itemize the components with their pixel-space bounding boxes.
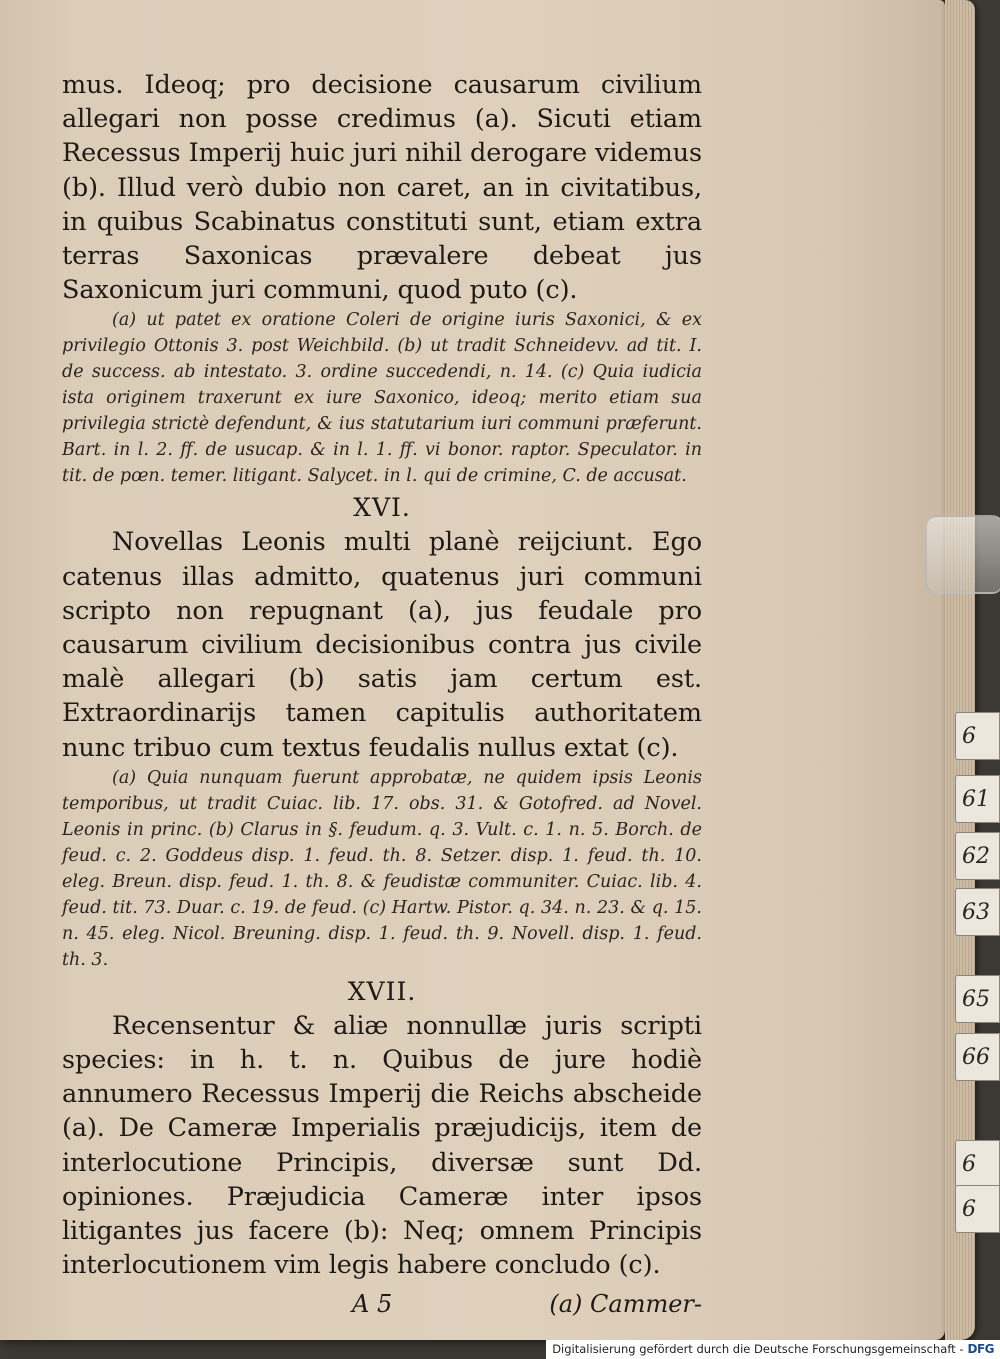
- edge-tab: 6: [955, 712, 1000, 760]
- digitization-credit: [546, 1340, 1000, 1359]
- credit-text: Digitalisierung gefördert durch die Deutsche Forschungsgemeinschaft -: [552, 1342, 964, 1356]
- paragraph-continued: mus. Ideoq; pro decisione causarum civilium allegari non posse credimus (a). Sicuti etiam Recessus Imperij huic juri nihil derogare videmus (b). Illud verò dubio non caret, an in civitatibus, in quibus Scabinatus constituti sunt, etiam extra terras Saxonicas prævalere debeat jus Saxonicum juri communi, quod puto (c).: [62, 70, 702, 306]
- section-heading-xvi: XVI.: [353, 493, 411, 523]
- footnotes-section-xv: (a) ut patet ex oratione Coleri de origine iuris Saxonici, & ex privilegio Ottonis 3. post Weichbild. (b) ut tradit Schneidevv. ad tit. I. de success. ab intestato. 3. ordine succedendi, n. 14. (c) Quia iudicia ista originem traxerunt ex iure Saxonico, ideoq; merito etiam sua privilegia strictè defendunt, & ius statutarium iuri communi præferunt. Bart. in l. 2. ff. de usucap. & in l. 1. ff. vi bonor. raptor. Speculator. in tit. de pœn. temer. litigant. Salycet. in l. qui de crimine, C. de accusat.: [62, 310, 702, 487]
- catchword: (a) Cammer-: [549, 1290, 702, 1319]
- edge-tab: 6: [955, 1185, 1000, 1233]
- edge-tab: 61: [955, 775, 1000, 823]
- edge-tab: 6: [955, 1140, 1000, 1188]
- footnotes-section-xvi: (a) Quia nunquam fuerunt approbatæ, ne quidem ipsis Leonis temporibus, ut tradit Cuiac. lib. 17. obs. 31. & Gotofred. ad Novel. Leonis in princ. (b) Clarus in §. feudum. q. 3. Vult. c. 1. n. 5. Borch. de feud. c. 2. Goddeus disp. 1. feud. th. 8. Setzer. disp. 1. feud. th. 10. eleg. Breun. disp. feud. 1. th. 8. & feudistæ communiter. Cuiac. lib. 4. feud. tit. 73. Duar. c. 19. de feud. (c) Hartw. Pistor. q. 34. n. 23. & q. 15. n. 45. eleg. Nicol. Breuning. disp. 1. feud. th. 9. Novell. disp. 1. feud. th. 3.: [62, 767, 702, 970]
- edge-tab: 62: [955, 832, 1000, 880]
- paragraph-xvii: Recensentur & aliæ nonnullæ juris scripti species: in h. t. n. Quibus de jure hodiè annumero Recessus Imperij die Reichs abscheide (a). De Cameræ Imperialis præjudicijs, item de interlocutione Principis, diversæ sunt Dd. opiniones. Præjudicia Cameræ inter ipsos litigantes jus facere (b): Neq; omnem Principis interlocutionem vim legis habere concludo (c).: [62, 1010, 702, 1281]
- edge-tab: 66: [955, 1033, 1000, 1081]
- page-text: [62, 68, 702, 1318]
- section-heading-xvii: XVII.: [347, 976, 417, 1006]
- signature-mark: A 5: [352, 1290, 393, 1319]
- page-edge-stack: [945, 0, 975, 1340]
- edge-tab: 65: [955, 975, 1000, 1023]
- edge-tab: 63: [955, 888, 1000, 936]
- page-footer-line: [62, 1290, 702, 1318]
- page-clip: [925, 515, 1000, 594]
- paragraph-xvi: Novellas Leonis multi planè reijciunt. Ego catenus illas admitto, quatenus juri communi scripto non repugnant (a), jus feudale pro causarum civilium decisionibus contra jus civile malè allegari (b) satis jam certum est. Extraordinarijs tamen capitulis authoritatem nunc tribuo cum textus feudalis nullus extat (c).: [62, 527, 702, 763]
- dfg-logo-icon: DFG: [967, 1342, 994, 1356]
